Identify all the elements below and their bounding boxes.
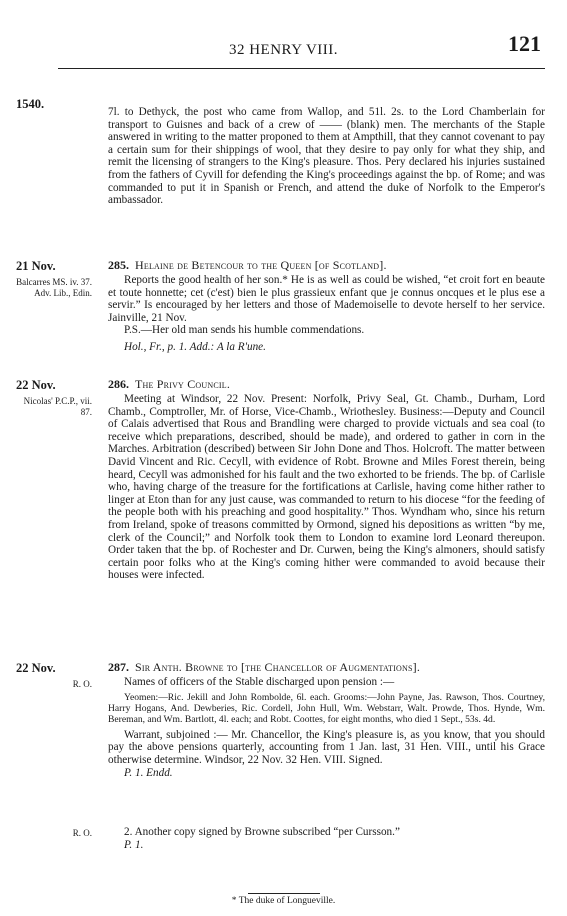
entry-heading: [108, 377, 548, 391]
entry-date: 22 Nov.: [16, 378, 56, 392]
year-label: 1540.: [16, 97, 45, 111]
entry-note: P. 1. Endd.: [124, 766, 173, 779]
footnote-rule: [248, 893, 320, 894]
source-reference: Balcarres MS. iv. 37. Adv. Lib., Edin.: [16, 277, 92, 298]
warrant-text: Warrant, subjoined :— Mr. Chancellor, the King's pleasure is, as you know, that you should pay the above pensions quarterly, accounting from 1 Jan. last, 31 Hen. VIII., until his Grace otherwise determine. Windsor, 22 Nov. 32 Hen. VIII. Signed.: [108, 728, 545, 766]
continuation-paragraph: 7l. to Dethyck, the post who came from Wallop, and 51l. 2s. to the Lord Chamberlain for transport to Guisnes and back of a crew of —— (blank) men. The merchants of the Staple answered in writing to the matter proponed to them at Ampthill, that they cannot covenant to pay a certain sum for their shippings of wool, that they desire to pay only for what they ship, and remit the licensing of strangers to the King's pleasure. Thos. Pery declared his injuries sustained from the fathers of Cyvill for defending the King's proceedings against the bp. of Rome; and was commanded to put it in Spanish or French, and attend the duke of Norfolk to the Emperor's ambassador.: [108, 106, 545, 207]
page-number: 121: [508, 31, 541, 56]
entry-title: Sir Anth. Browne to [the Chancellor of Augmentations].: [135, 660, 421, 674]
entry-body: 2. Another copy signed by Browne subscribed “per Cursson.” P. 1.: [108, 826, 545, 851]
running-header: 32 HENRY VIII.: [228, 42, 339, 58]
source-reference: R. O.: [72, 828, 92, 838]
entry-heading: [108, 660, 548, 674]
entry-body: Reports the good health of her son.* He is as well as could be wished, “et croit fort en beaute et toute honnette; cet (c'est) bien le plus grassieux enfant que je connus oncques et le plus ese a servir.” Is encouraged by her letters and those of Mademoiselle to devote herself to her service. Jainville, 21 Nov. P.S.—Her old man sends his humble commendations. Hol., Fr., p. 1. Add.: A la R'une.: [108, 274, 545, 353]
entry-date: 22 Nov.: [16, 661, 56, 675]
entry-number: 287.: [108, 660, 129, 674]
entry-date: 21 Nov.: [16, 259, 56, 273]
pension-list: Yeomen:—Ric. Jekill and John Rombolde, 6l. each. Grooms:—John Payne, Jas. Rawson, Thos. Courtney, Harry Hogans, And. Dewberies, Ric. Cordell, John Hull, Wm. Webstarr, Walt. Prowde, Thos. Hynde, Wm. Bereman, and Wm. Bartlott, 4l. each; and Robt. Coottes, for eight months, who died 1 Sept., 53s. 4d.: [108, 691, 545, 726]
entry-number: 286.: [108, 377, 129, 391]
entry-number: 285.: [108, 258, 129, 272]
entry-body: Names of officers of the Stable discharged upon pension :— Yeomen:—Ric. Jekill and John Rombolde, 6l. each. Grooms:—John Payne, Jas. Rawson, Thos. Courtney, Harry Hogans, And. Dewberies, Ric. Cordell, John Hull, Wm. Webstarr, Walt. Prowde, Thos. Hynde, Wm. Bereman, and Wm. Bartlott, 4l. each; and Robt. Coottes, for eight months, who died 1 Sept., 53s. 4d. Warrant, subjoined :— Mr. Chancellor, the King's pleasure is, as you know, that you should pay the above pensions quarterly, accounting from 1 Jan. last, 31 Hen. VIII., until his Grace otherwise determine. Windsor, 22 Nov. 32 Hen. VIII. Signed. P. 1. Endd.: [108, 676, 545, 779]
entry-heading: [108, 258, 548, 272]
entry-note: P. 1.: [124, 838, 144, 851]
source-reference: Nicolas' P.C.P., vii. 87.: [23, 396, 92, 417]
source-reference: R. O.: [72, 679, 92, 689]
entry-note: Hol., Fr., p. 1. Add.: A la R'une.: [124, 340, 266, 353]
entry-title: The Privy Council.: [135, 377, 231, 391]
footnote: * The duke of Longueville.: [231, 896, 336, 906]
entry-body: Meeting at Windsor, 22 Nov. Present: Norfolk, Privy Seal, Gt. Chamb., Durham, Lord Chamb., Comptroller, Mr. of Horse, Vice-Chamb., Wriothesley. Business:—Deputy and Council of Calais advertised that Rous and Brandling were charged to provide victuals and sea coal (to receive which preparations, described, should be made), and ordered to gather in corn in the Marches. Arbitration (described) between Sir John Done and Thos. Holcroft. The matter between David Vincent and Ric. Cecyll, with evidence of Robt. Browne and Miles Forest therein, being heard, Cecyll was admonished for his fault and the two exhorted to be friends. The bp. of Carlisle who, having charge of the treasure for the fortifications at Carlisle, having come hither rather to linger at Eton than for any just cause, was commanded to return to his diocese “for the feeding of the people both with his preaching and good hospitality.” Thos. Wyndham who, since his return from Ireland, spoke of treasons committed by Ormond, signed his depositions as written “by me, clerk of the Council;” and Norfolk took them to London to examine lord Leonard thereupon. Order taken that the bp. of Rochester and Dr. Curwen, being the King's almoners, should satisfy certain poor folks who at the King's coming hither were commanded to avoid because their houses were infected.: [108, 393, 545, 582]
entry-title: Helaine de Betencour to the Queen [of Scotland].: [135, 258, 387, 272]
header-rule: [58, 68, 545, 69]
